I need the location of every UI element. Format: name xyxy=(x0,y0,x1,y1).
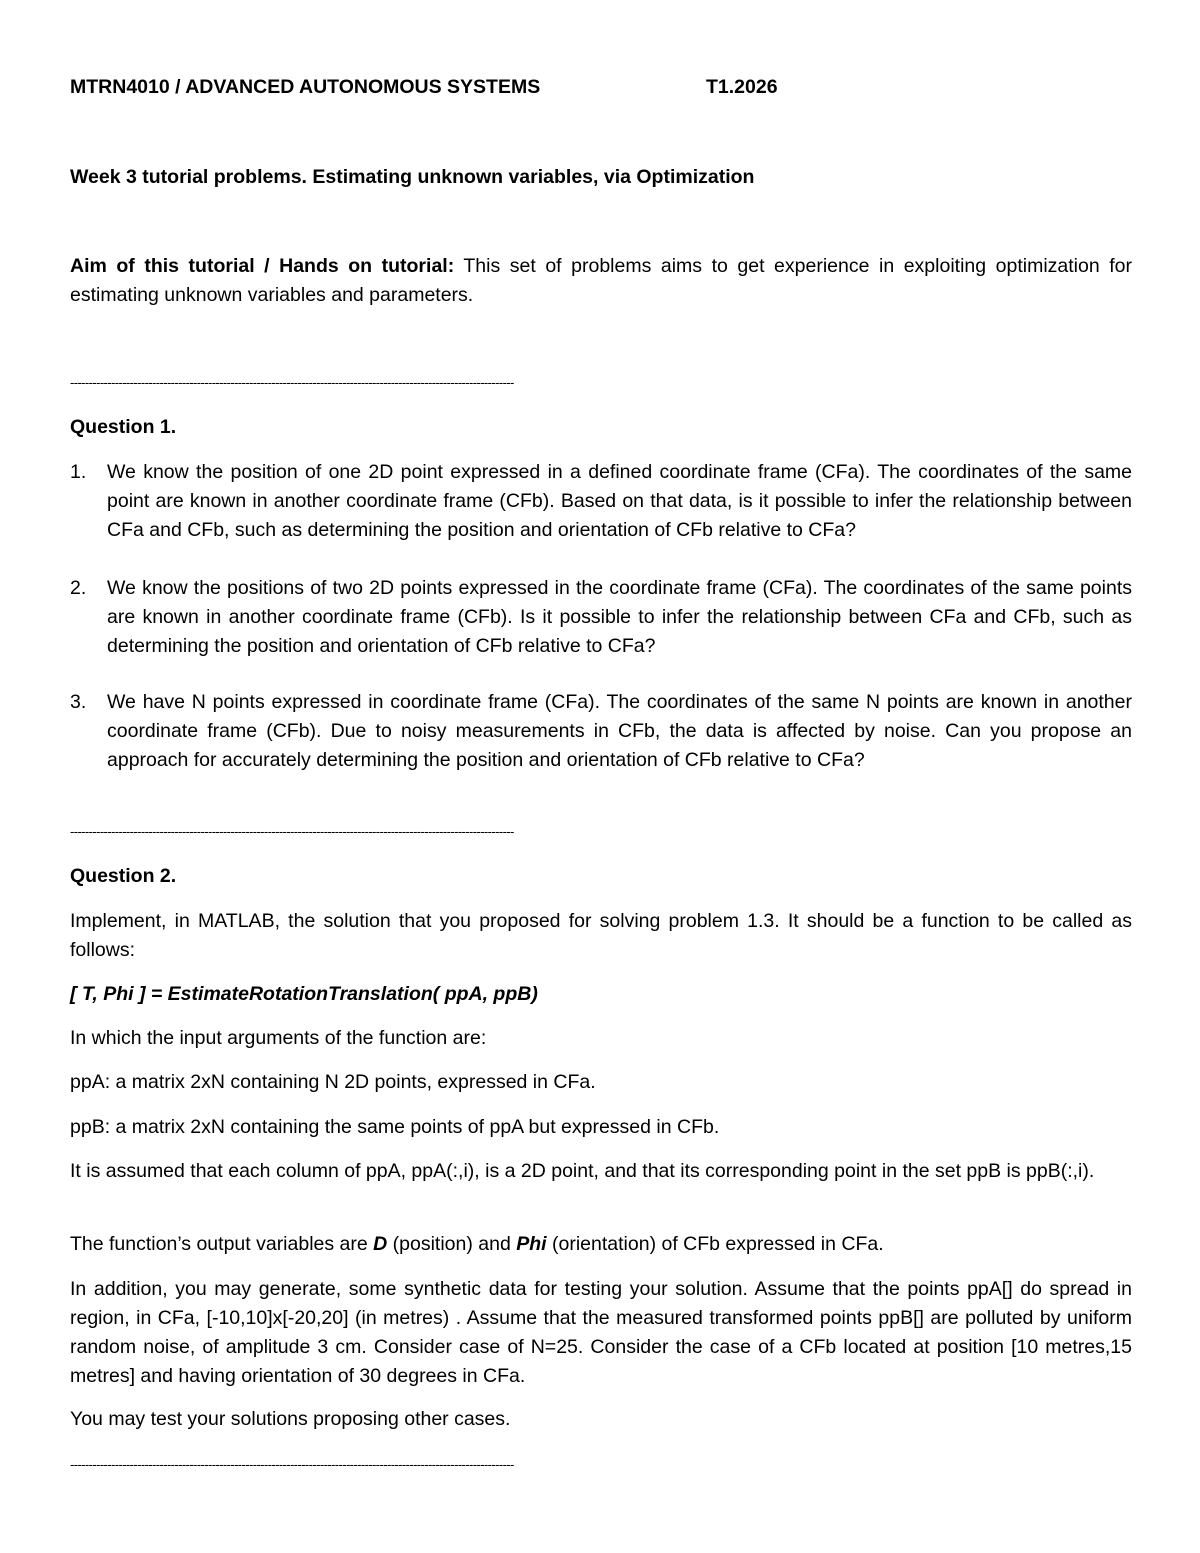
list-text: We have N points expressed in coordinate frame (CFa). The coordinates of the same N points are known in another coordinate frame (CFb). Due to noisy measurements in CFb, the data is affected by noise. Can you propose an approach for accurately determining the position and orientation of CFb relative to CFa? xyxy=(107,691,1132,771)
question-1-item-2 xyxy=(70,574,1132,661)
inputs-intro: In which the input arguments of the function are: xyxy=(70,1027,487,1049)
closing-paragraph: You may test your solutions proposing other cases. xyxy=(70,1408,511,1430)
outputs-paragraph xyxy=(70,1230,1132,1259)
course-title: MTRN4010 / ADVANCED AUTONOMOUS SYSTEMS xyxy=(70,76,541,98)
input-ppB: ppB: a matrix 2xN containing the same points of ppA but expressed in CFb. xyxy=(70,1116,720,1138)
divider-3: ----------------------------------------------------------------------------------------------------------------------- xyxy=(70,1457,514,1472)
divider-2: ----------------------------------------------------------------------------------------------------------------------- xyxy=(70,824,514,839)
output-d: D xyxy=(373,1233,388,1255)
aim-label: Aim of this tutorial / Hands on tutorial: xyxy=(70,255,455,277)
list-number: 1. xyxy=(70,461,87,483)
list-text: We know the position of one 2D point expressed in a defined coordinate frame (CFa). The coordinates of the same point are known in another coordinate frame (CFb). Based on that data, is it possible to infer the relationship between CFa and CFb, such as determining the position and orientation of CFb relative to CFa? xyxy=(107,461,1132,541)
question-1-heading: Question 1. xyxy=(70,416,177,438)
outputs-mid: (position) and xyxy=(387,1233,517,1255)
question-1-item-1 xyxy=(70,458,1132,545)
divider-1: ----------------------------------------------------------------------------------------------------------------------- xyxy=(70,375,514,390)
outputs-pre: The function’s output variables are xyxy=(70,1233,374,1255)
column-assumption: It is assumed that each column of ppA, ppA(:,i), is a 2D point, and that its corresponding point in the set ppB is ppB(:,i). xyxy=(70,1160,1095,1182)
question-1-item-3 xyxy=(70,688,1132,775)
question-2-intro: Implement, in MATLAB, the solution that you proposed for solving problem 1.3. It should be a function to be called as follows: xyxy=(70,910,1132,961)
tutorial-title: Week 3 tutorial problems. Estimating unknown variables, via Optimization xyxy=(70,166,755,188)
list-number: 2. xyxy=(70,577,87,599)
aim-paragraph xyxy=(70,252,1132,310)
list-number: 3. xyxy=(70,691,87,713)
synthetic-data-paragraph: In addition, you may generate, some synthetic data for testing your solution. Assume that the points ppA[] do spread in region, in CFa, [-10,10]x[-20,20] (in metres) . Assume that the measured transformed points ppB[] are polluted by uniform random noise, of amplitude 3 cm. Consider case of N=25. Consider the case of a CFb located at position [10 metres,15 metres] and having orientation of 30 degrees in CFa. xyxy=(70,1278,1132,1387)
term-label: T1.2026 xyxy=(706,76,778,98)
function-signature: [ T, Phi ] = EstimateRotationTranslation( ppA, ppB) xyxy=(70,983,538,1005)
question-2-heading: Question 2. xyxy=(70,865,177,887)
output-phi: Phi xyxy=(516,1233,547,1255)
input-ppA: ppA: a matrix 2xN containing N 2D points, expressed in CFa. xyxy=(70,1071,596,1093)
aim-text: This set of problems aims to get experience in exploiting optimization for estimating unknown variables and parameters. xyxy=(70,255,1132,306)
list-text: We know the positions of two 2D points expressed in the coordinate frame (CFa). The coordinates of the same points are known in another coordinate frame (CFb). Is it possible to infer the relationship between CFa and CFb, such as determining the position and orientation of CFb relative to CFa? xyxy=(107,577,1132,657)
outputs-post: (orientation) of CFb expressed in CFa. xyxy=(546,1233,884,1255)
